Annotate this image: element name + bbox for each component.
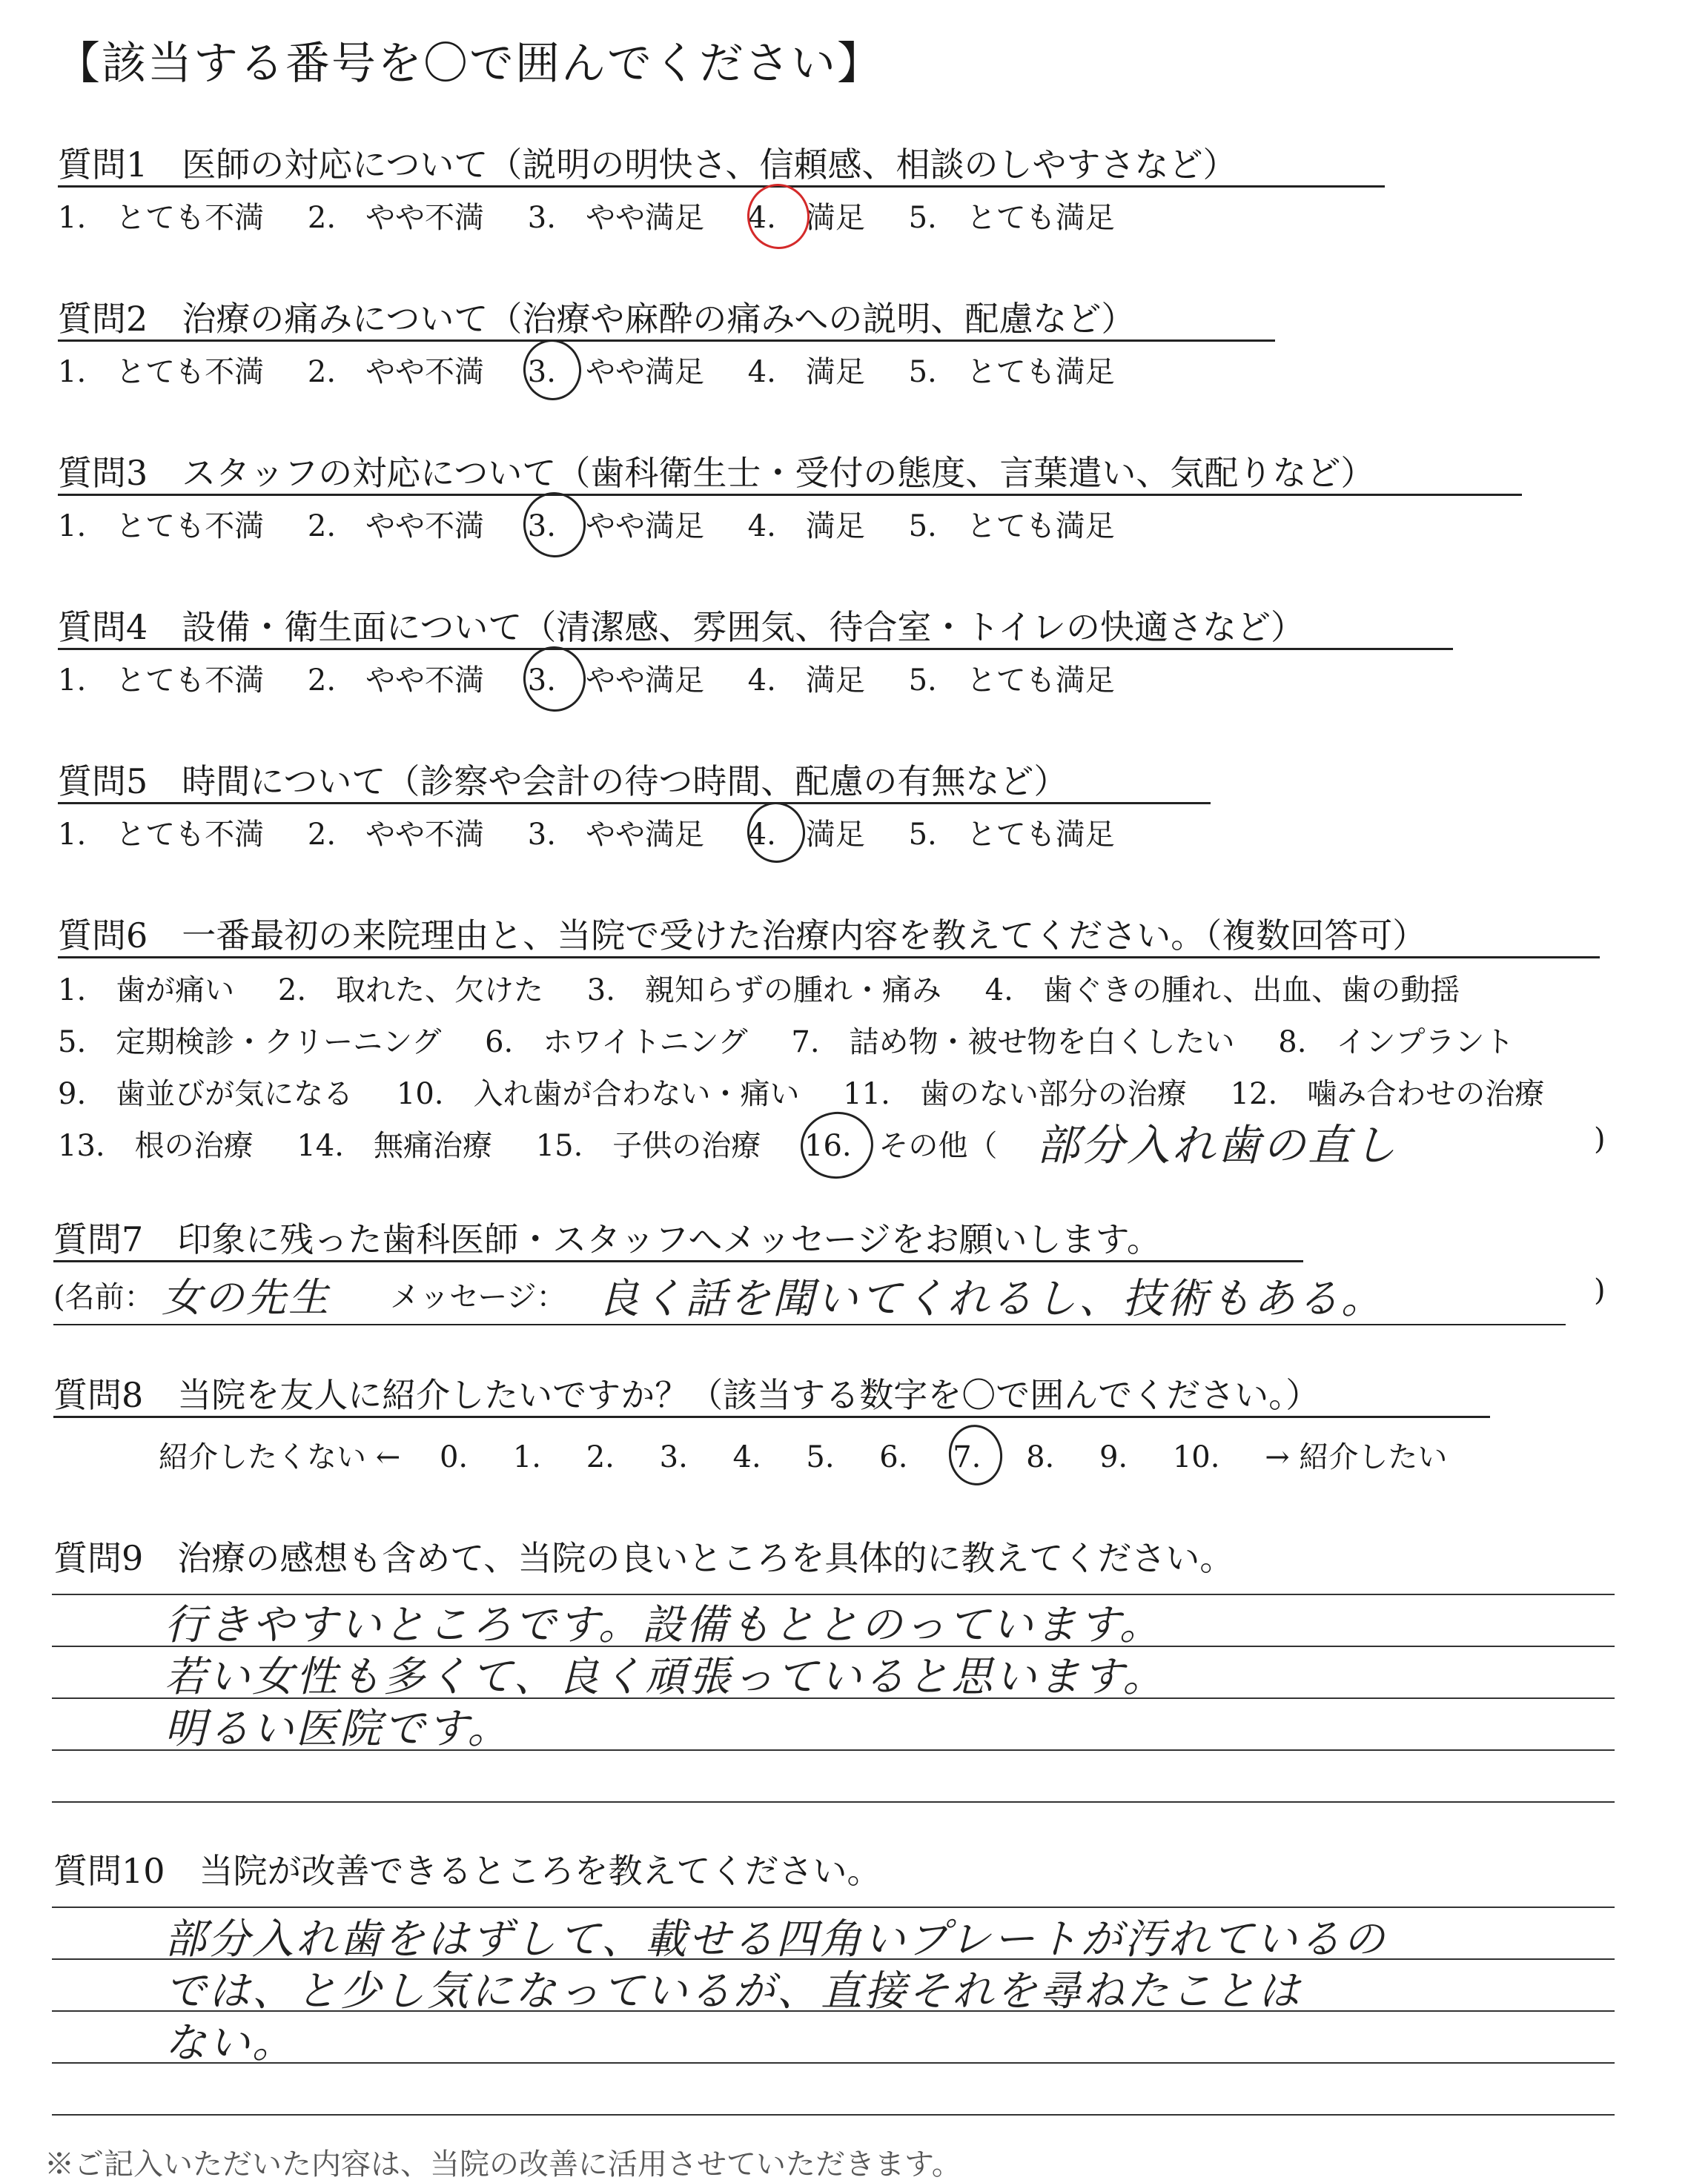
q2-option-1[interactable]: 1. とても不満 <box>58 355 265 389</box>
q6-option-15[interactable]: 15. 子供の治療 <box>535 1129 761 1163</box>
q8-option-3[interactable]: 3. <box>659 1440 688 1474</box>
q3-option-1[interactable]: 1. とても不満 <box>58 509 265 543</box>
q8-option-10[interactable]: 10. <box>1172 1440 1220 1474</box>
q6-option-14[interactable]: 14. 無痛治療 <box>297 1129 492 1163</box>
q6-option-7[interactable]: 7. 詰め物・被せ物を白くしたい <box>791 1025 1235 1059</box>
question-5-options <box>58 811 1146 853</box>
question-5-underline <box>58 802 1211 804</box>
q5-option-5[interactable]: 5. とても満足 <box>908 818 1115 852</box>
q1-option-5[interactable]: 5. とても満足 <box>908 201 1115 235</box>
q4-option-4[interactable]: 4. 満足 <box>747 663 865 698</box>
q6-option-1[interactable]: 1. 歯が痛い <box>58 973 235 1007</box>
question-6-label: 質問6 一番最初の来院理由と、当院で受けた治療内容を教えてください。（複数回答可） <box>58 915 1427 955</box>
q9-answer-line-2[interactable]: 若い女性も多くて、良く頑張っていると思います。 <box>165 1653 1167 1701</box>
q3-option-2[interactable]: 2. やや不満 <box>307 509 485 543</box>
q6-option-2[interactable]: 2. 取れた、欠けた <box>277 973 544 1007</box>
question-4-options <box>58 657 1146 699</box>
q4-option-5[interactable]: 5. とても満足 <box>908 663 1115 698</box>
page-title: 【該当する番号を〇で囲んでください】 <box>56 38 883 90</box>
footer-note: ※ご記入いただいた内容は、当院の改善に活用させていただきます。 <box>44 2147 961 2182</box>
q6-row-1 <box>58 967 1491 1009</box>
question-3-underline <box>58 494 1522 496</box>
q2-option-2[interactable]: 2. やや不満 <box>307 355 485 389</box>
question-7-label: 質問7 印象に残った歯科医師・スタッフへメッセージをお願いします。 <box>53 1219 1161 1259</box>
q5-option-1[interactable]: 1. とても不満 <box>58 818 265 852</box>
question-1-label: 質問1 医師の対応について（説明の明快さ、信頼感、相談のしやすさなど） <box>58 145 1237 185</box>
question-3-label: 質問3 スタッフの対応について（歯科衛生士・受付の態度、言葉遣い、気配りなど） <box>58 453 1375 493</box>
q10-ruled-line-5 <box>52 2114 1615 2116</box>
q9-answer-line-1[interactable]: 行きやすいところです。設備もととのっています。 <box>165 1601 1163 1649</box>
question-8-label: 質問8 当院を友人に紹介したいですか？（該当する数字を〇で囲んでください。） <box>53 1375 1320 1415</box>
question-9-label: 質問9 治療の感想も含めて、当院の良いところを具体的に教えてください。 <box>53 1538 1234 1578</box>
q10-answer-line-1[interactable]: 部分入れ歯をはずして、載せる四角いプレートが汚れているの <box>165 1915 1387 1964</box>
q7-name-handwritten[interactable]: 女の先生 <box>162 1274 331 1321</box>
q1-option-4[interactable]: 4. 満足 <box>747 201 865 235</box>
q8-option-4[interactable]: 4. <box>732 1440 761 1474</box>
question-5-label: 質問5 時間について（診察や会計の待つ時間、配慮の有無など） <box>58 761 1068 801</box>
q8-option-0[interactable]: 0. <box>439 1440 469 1474</box>
q6-row-3 <box>58 1070 1575 1113</box>
q3-option-4[interactable]: 4. 満足 <box>747 509 865 543</box>
q5-option-4[interactable]: 4. 満足 <box>747 818 865 852</box>
q4-option-2[interactable]: 2. やや不満 <box>307 663 485 698</box>
question-7-underline <box>53 1260 1303 1262</box>
question-4-label: 質問4 設備・衛生面について（清潔感、雰囲気、待合室・トイレの快適さなど） <box>58 607 1305 647</box>
q5-option-2[interactable]: 2. やや不満 <box>307 818 485 852</box>
question-1-underline <box>58 185 1385 188</box>
q6-option-8[interactable]: 8. インプラント <box>1278 1025 1515 1059</box>
q6-option-9[interactable]: 9. 歯並びが気になる <box>58 1077 354 1111</box>
q8-selection-circle <box>945 1421 1007 1488</box>
question-2-label: 質問2 治療の痛みについて（治療や麻酔の痛みへの説明、配慮など） <box>58 299 1136 339</box>
q6-option-4[interactable]: 4. 歯ぐきの腫れ、出血、歯の動揺 <box>984 973 1460 1007</box>
q6-option-5[interactable]: 5. 定期検診・クリーニング <box>58 1025 442 1059</box>
q8-option-9[interactable]: 9. <box>1099 1440 1128 1474</box>
q2-selection-circle <box>520 336 586 404</box>
q7-message-handwritten[interactable]: 良く話を聞いてくれるし、技術もある。 <box>598 1275 1385 1323</box>
q5-option-3[interactable]: 3. やや満足 <box>527 818 704 852</box>
q8-option-2[interactable]: 2. <box>586 1440 615 1474</box>
q6-option-11[interactable]: 11. 歯のない部分の治療 <box>843 1077 1187 1111</box>
q10-answer-line-3[interactable]: ない。 <box>165 2019 296 2067</box>
question-3-options <box>58 503 1146 545</box>
q6-other-handwritten[interactable]: 部分入れ歯の直し <box>1036 1120 1399 1170</box>
q6-row-2 <box>58 1018 1545 1061</box>
question-8-underline <box>53 1416 1490 1418</box>
question-2-options <box>58 348 1146 391</box>
question-2-underline <box>58 339 1275 342</box>
question-6-underline <box>58 956 1600 958</box>
q6-selection-circle <box>796 1107 878 1184</box>
q7-close-paren: ) <box>1594 1273 1606 1308</box>
q1-option-2[interactable]: 2. やや不満 <box>307 201 485 235</box>
question-1-options <box>58 194 1146 236</box>
q1-option-1[interactable]: 1. とても不満 <box>58 201 265 235</box>
q2-option-5[interactable]: 5. とても満足 <box>908 355 1115 389</box>
q7-message-label: メッセージ： <box>390 1280 566 1314</box>
q4-option-1[interactable]: 1. とても不満 <box>58 663 265 698</box>
q3-selection-circle <box>519 488 589 562</box>
q7-answer-line <box>53 1324 1566 1325</box>
q1-option-3[interactable]: 3. やや満足 <box>527 201 704 235</box>
q8-option-1[interactable]: 1. <box>512 1440 542 1474</box>
q8-scale-left-label: 紹介したくない ← <box>159 1440 401 1474</box>
q6-option-3[interactable]: 3. 親知らずの腫れ・痛み <box>586 973 941 1007</box>
q6-option-6[interactable]: 6. ホワイトニング <box>485 1025 748 1059</box>
q6-option-12[interactable]: 12. 噛み合わせの治療 <box>1230 1077 1545 1111</box>
q8-option-6[interactable]: 6. <box>879 1440 908 1474</box>
q6-other-close-paren: ) <box>1594 1122 1606 1156</box>
q3-option-3[interactable]: 3. やや満足 <box>527 509 704 543</box>
question-4-underline <box>58 648 1453 650</box>
q6-option-13[interactable]: 13. 根の治療 <box>58 1129 254 1163</box>
q6-option-10[interactable]: 10. 入れ歯が合わない・痛い <box>396 1077 800 1111</box>
q2-option-4[interactable]: 4. 満足 <box>747 355 865 389</box>
q10-answer-line-2[interactable]: では、と少し気になっているが、直接それを尋ねたことは <box>165 1967 1302 2015</box>
q6-option-other-label: その他（ <box>878 1129 998 1163</box>
q8-option-7[interactable]: 7. <box>953 1440 982 1474</box>
q6-row-4 <box>58 1122 1028 1165</box>
q8-scale-right-label: → 紹介したい <box>1265 1440 1448 1474</box>
question-10-label: 質問10 当院が改善できるところを教えてください。 <box>53 1851 881 1891</box>
q8-scale <box>159 1434 1483 1476</box>
q2-option-3[interactable]: 3. やや満足 <box>527 355 704 389</box>
q4-option-3[interactable]: 3. やや満足 <box>527 663 704 698</box>
q9-ruled-line-5 <box>52 1801 1615 1803</box>
q4-selection-circle <box>519 643 589 716</box>
q3-option-5[interactable]: 5. とても満足 <box>908 509 1115 543</box>
q6-option-16[interactable]: 16. <box>804 1129 852 1163</box>
q5-selection-circle <box>744 798 810 867</box>
q8-option-8[interactable]: 8. <box>1026 1440 1055 1474</box>
q9-answer-line-3[interactable]: 明るい医院です。 <box>165 1705 512 1753</box>
q7-name-label: (名前： <box>53 1280 154 1314</box>
q8-option-5[interactable]: 5. <box>806 1440 835 1474</box>
q1-selection-circle <box>743 180 813 254</box>
